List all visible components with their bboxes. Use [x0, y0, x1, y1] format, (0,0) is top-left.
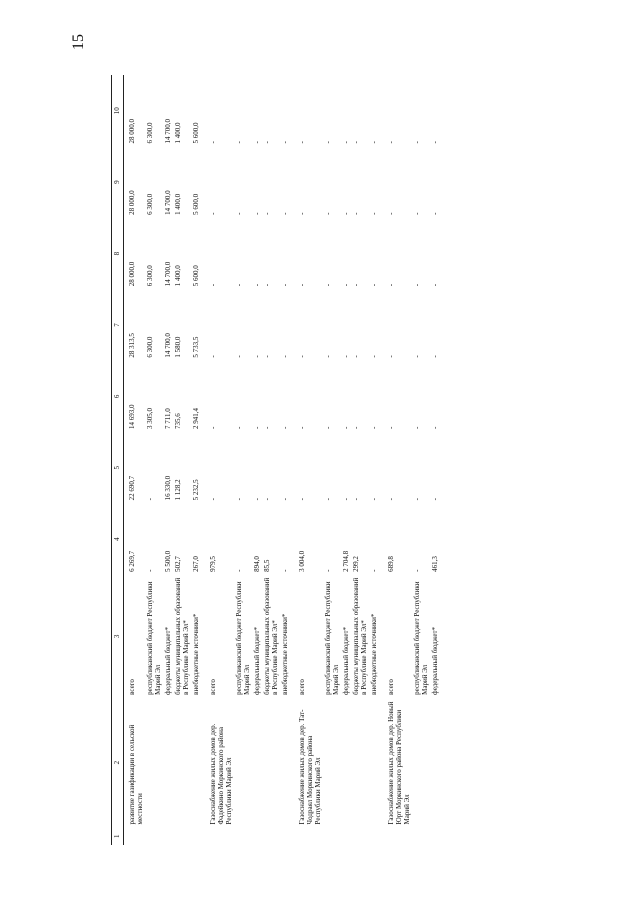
measure-name [280, 698, 290, 828]
value-cell: - [298, 141, 306, 144]
value-cell: - [387, 355, 395, 358]
table-row [124, 75, 146, 845]
header-cell: 4 [112, 503, 124, 574]
value-cell: 5 733,5 [192, 336, 200, 358]
value-cell: 14 700,0 [164, 118, 172, 144]
header-cell: 10 [112, 75, 124, 146]
value-cell: - [146, 569, 154, 572]
funding-source: федеральный бюджет* [164, 626, 172, 695]
value-cell: - [324, 498, 332, 501]
table-row [369, 75, 379, 845]
value-cell: 1 580,0 [174, 336, 182, 358]
value-cell: - [370, 141, 378, 144]
value-cell: 6 300,0 [146, 193, 154, 215]
value-cell: - [352, 355, 360, 358]
value-cell: - [281, 355, 289, 358]
value-cell: 461,3 [431, 556, 439, 572]
funding-source: всего [128, 679, 136, 695]
value-cell: - [298, 283, 306, 287]
header-cell: 8 [112, 218, 124, 289]
value-cell: - [324, 569, 332, 572]
value-cell: - [370, 569, 378, 572]
table-row [341, 75, 351, 845]
value-cell: 735,6 [174, 413, 182, 430]
value-cell: 502,7 [174, 556, 182, 572]
value-cell: - [253, 355, 261, 358]
value-cell: - [235, 498, 243, 501]
value-cell: - [387, 426, 395, 430]
table-row [280, 75, 290, 845]
value-cell: - [370, 283, 378, 287]
funding-source: всего [209, 679, 217, 695]
funding-source: всего [298, 679, 306, 695]
value-cell: 6 300,0 [146, 122, 154, 144]
value-cell: 5 232,5 [192, 479, 200, 501]
measure-name [145, 698, 163, 828]
value-cell: 22 690,7 [128, 475, 136, 501]
value-cell: - [342, 498, 350, 501]
value-cell: - [235, 283, 243, 287]
measure-name [351, 698, 369, 828]
header-cell: 1 [112, 827, 124, 845]
header-cell: 2 [112, 698, 124, 828]
value-cell: - [413, 355, 421, 358]
table-row [430, 75, 440, 845]
value-cell: - [370, 426, 378, 430]
funding-source: республиканский бюджет Республики Марий Эл [235, 581, 251, 695]
measure-name [341, 698, 351, 828]
value-cell: - [298, 426, 306, 430]
funding-source: внебюджетные источники* [192, 613, 200, 695]
value-cell: - [342, 426, 350, 430]
value-cell: - [431, 426, 439, 430]
measure-name [173, 698, 191, 828]
measure-name [323, 698, 341, 828]
measure-name [252, 698, 262, 828]
table-row [234, 75, 252, 845]
value-cell: - [281, 426, 289, 430]
value-cell: 6 300,0 [146, 336, 154, 358]
page-number: 15 [70, 34, 87, 50]
value-cell: - [413, 212, 421, 215]
value-cell: 5 600,0 [192, 265, 200, 287]
value-cell: 979,5 [209, 556, 217, 572]
value-cell: - [253, 283, 261, 287]
funding-source: федеральный бюджет* [431, 626, 439, 695]
value-cell: 894,0 [253, 556, 261, 572]
value-cell: - [324, 141, 332, 144]
value-cell: 14 693,0 [128, 404, 136, 430]
header-cell: 6 [112, 361, 124, 432]
value-cell: - [431, 355, 439, 358]
value-cell: - [387, 212, 395, 215]
value-cell: 1 400,0 [174, 265, 182, 287]
budget-table [111, 75, 440, 845]
value-cell: 28 313,5 [128, 333, 136, 358]
funding-source: федеральный бюджет* [342, 626, 350, 695]
value-cell: - [324, 355, 332, 358]
funding-source: республиканский бюджет Республики Марий Эл [413, 581, 429, 695]
measure-name: Газоснабжение жилых домов дер. Новый Юрт Моркинского района Республики Марий Эл [387, 701, 411, 825]
value-cell: - [298, 355, 306, 358]
measure-name [262, 698, 280, 828]
funding-source: внебюджетные источники* [281, 613, 289, 695]
table-row [145, 75, 163, 845]
value-cell: 6 300,0 [146, 265, 154, 287]
value-cell: - [352, 498, 360, 501]
value-cell: - [413, 426, 421, 430]
value-cell: - [387, 141, 395, 144]
measure-name [234, 698, 252, 828]
value-cell: - [209, 212, 217, 215]
value-cell: - [263, 426, 271, 430]
value-cell: 1 400,0 [174, 193, 182, 215]
value-cell: 2 704,8 [342, 550, 350, 572]
measure-name [412, 698, 430, 828]
measure-name [163, 698, 173, 828]
value-cell: 1 400,0 [174, 122, 182, 144]
value-cell: - [253, 426, 261, 430]
value-cell: - [324, 426, 332, 430]
value-cell: - [263, 212, 271, 215]
value-cell: 689,8 [387, 556, 395, 572]
value-cell: 14 700,0 [164, 333, 172, 358]
value-cell: - [209, 283, 217, 287]
value-cell: 7 711,0 [164, 408, 172, 430]
value-cell: - [324, 212, 332, 215]
table-row [191, 75, 201, 845]
value-cell: - [431, 141, 439, 144]
value-cell: - [235, 141, 243, 144]
table-row [173, 75, 191, 845]
rotated-budget-table [111, 75, 551, 845]
value-cell: - [235, 212, 243, 215]
value-cell: 14 700,0 [164, 190, 172, 215]
measure-name [191, 698, 201, 828]
table-row [252, 75, 262, 845]
header-cell: 9 [112, 146, 124, 217]
value-cell: - [352, 426, 360, 430]
header-row [112, 75, 124, 845]
measure-name [369, 698, 379, 828]
value-cell: 14 700,0 [164, 261, 172, 287]
value-cell: - [324, 283, 332, 287]
value-cell: - [370, 355, 378, 358]
value-cell: - [431, 498, 439, 501]
measure-name: Газоснабжение жилых домов дер. Фадейкино Моркинского района Республики Марий Эл [209, 723, 233, 825]
value-cell: - [387, 498, 395, 501]
funding-source: бюджеты муниципальных образований в Республике Марий Эл* [174, 577, 190, 695]
table-row [262, 75, 280, 845]
value-cell: 85,5 [263, 559, 271, 572]
table-row [290, 75, 323, 845]
value-cell: - [298, 212, 306, 215]
table-row [412, 75, 430, 845]
value-cell: 28 000,0 [128, 261, 136, 287]
value-cell: - [342, 141, 350, 144]
value-cell: - [209, 355, 217, 358]
funding-source: республиканский бюджет Республики Марий Эл [324, 581, 340, 695]
value-cell: - [298, 498, 306, 501]
value-cell: 5 600,0 [192, 122, 200, 144]
value-cell: 5 500,0 [164, 550, 172, 572]
value-cell: 299,2 [352, 556, 360, 572]
value-cell: - [413, 569, 421, 572]
header-cell: 5 [112, 432, 124, 503]
value-cell: - [281, 283, 289, 287]
value-cell: - [342, 212, 350, 215]
header-cell: 7 [112, 289, 124, 360]
funding-source: федеральный бюджет* [253, 626, 261, 695]
value-cell: - [281, 212, 289, 215]
value-cell: 3 305,0 [146, 408, 154, 430]
value-cell: 28 000,0 [128, 190, 136, 215]
value-cell: 5 600,0 [192, 193, 200, 215]
value-cell: 28 000,0 [128, 118, 136, 144]
funding-source: бюджеты муниципальных образований в Республике Марий Эл* [352, 577, 368, 695]
value-cell: - [352, 212, 360, 215]
value-cell: - [342, 283, 350, 287]
value-cell: - [253, 212, 261, 215]
value-cell: 6 269,7 [128, 550, 136, 572]
value-cell: 267,0 [192, 556, 200, 572]
value-cell: 3 004,0 [298, 550, 306, 572]
funding-source: бюджеты муниципальных образований в Республике Марий Эл* [263, 577, 279, 695]
measure-name [430, 698, 440, 828]
value-cell: - [253, 141, 261, 144]
value-cell: - [263, 283, 271, 287]
value-cell: - [370, 212, 378, 215]
value-cell: - [352, 141, 360, 144]
measure-name: Газоснабжение жилых домов дер. Тат-Чодраял Моркинского района Республики Марий Эл [298, 709, 322, 825]
value-cell: - [413, 498, 421, 501]
value-cell: - [342, 355, 350, 358]
funding-source: республиканский бюджет Республики Марий Эл [146, 581, 162, 695]
value-cell: - [253, 498, 261, 501]
value-cell: - [281, 141, 289, 144]
measure-name: развитие газификации в сельской местности [128, 724, 144, 825]
value-cell: - [263, 355, 271, 358]
value-cell: - [370, 498, 378, 501]
value-cell: - [235, 426, 243, 430]
value-cell: - [235, 569, 243, 572]
value-cell: - [431, 212, 439, 215]
value-cell: - [387, 283, 395, 287]
value-cell: - [281, 569, 289, 572]
value-cell: - [209, 498, 217, 501]
table-row [351, 75, 369, 845]
value-cell: 1 128,2 [174, 479, 182, 501]
table-row [163, 75, 173, 845]
header-cell: 3 [112, 575, 124, 698]
value-cell: - [209, 141, 217, 144]
value-cell: - [281, 498, 289, 501]
value-cell: - [146, 498, 154, 501]
table-row [201, 75, 234, 845]
value-cell: - [413, 283, 421, 287]
table-row [323, 75, 341, 845]
value-cell: - [352, 283, 360, 287]
value-cell: 2 941,4 [192, 408, 200, 430]
value-cell: - [431, 283, 439, 287]
funding-source: всего [387, 679, 395, 695]
funding-source: внебюджетные источники* [370, 613, 378, 695]
value-cell: - [413, 141, 421, 144]
value-cell: - [263, 141, 271, 144]
value-cell: - [235, 355, 243, 358]
table-row [379, 75, 412, 845]
value-cell: - [263, 498, 271, 501]
value-cell: - [209, 426, 217, 430]
value-cell: 16 330,0 [164, 475, 172, 501]
